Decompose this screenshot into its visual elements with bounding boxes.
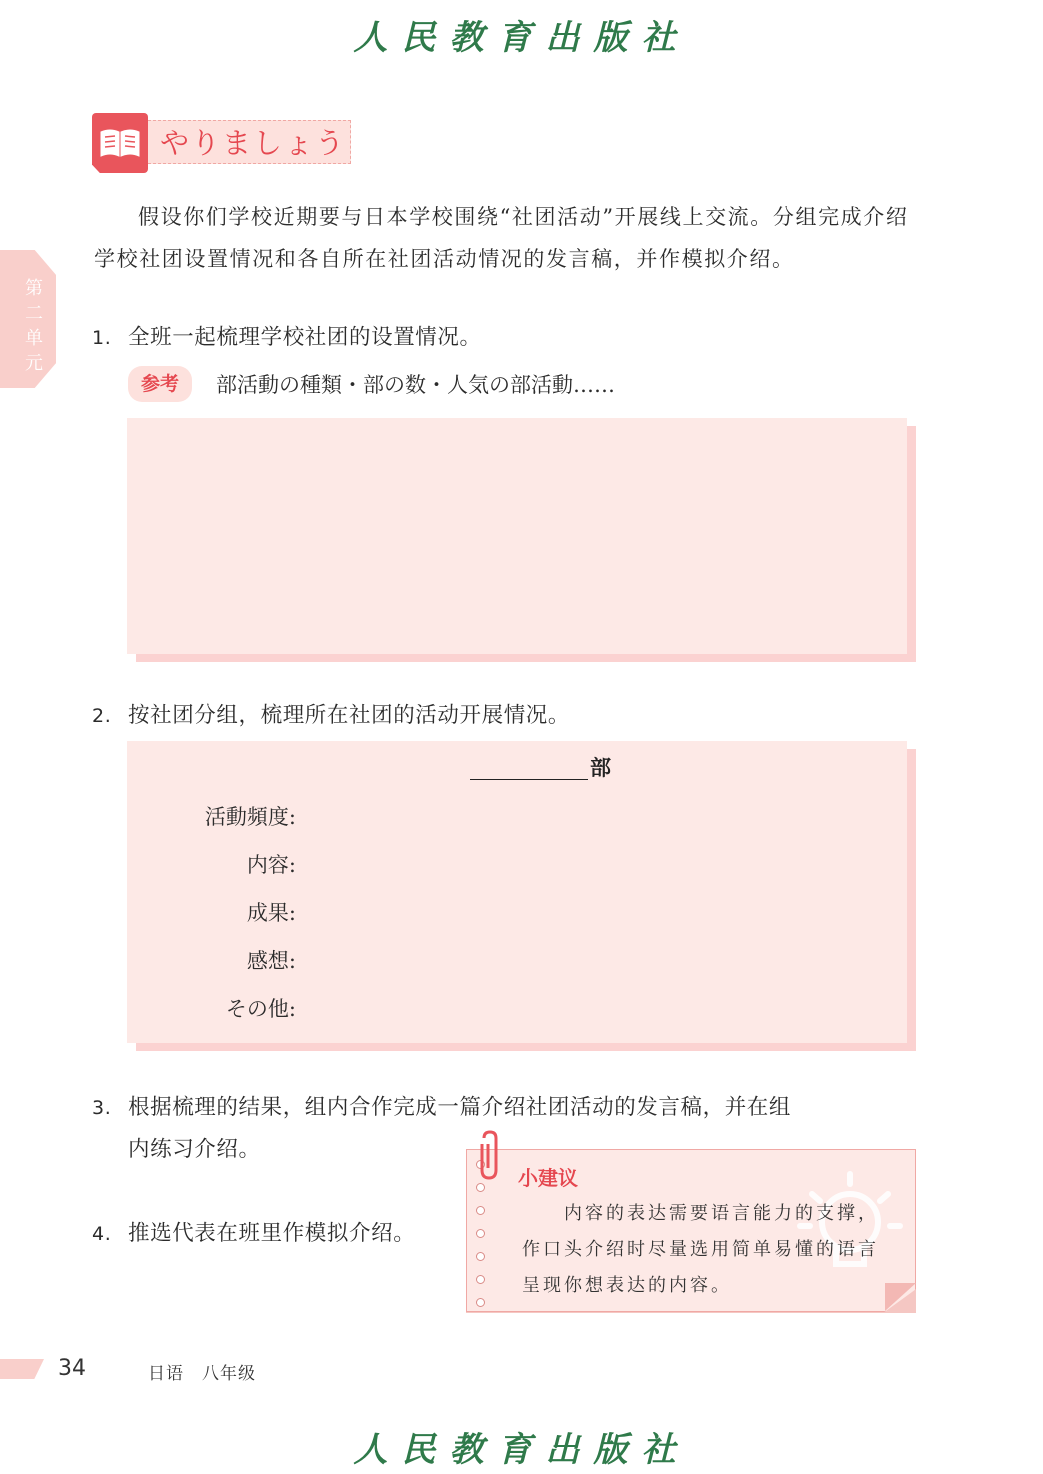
section-title: やりましょう (160, 126, 347, 160)
answer-box-1[interactable] (127, 418, 907, 654)
club-name-blank[interactable] (470, 779, 588, 780)
step-4 (92, 1216, 415, 1247)
reference-badge: 参考 (128, 366, 192, 402)
reference-text: 部活動の種類・部の数・人気の部活動…… (216, 373, 615, 397)
page-number: 34 (58, 1356, 86, 1381)
intro-text: 假设你们学校近期要与日本学校围绕“社团活动”开展线上交流。分组完成介绍学校社团设置情况和各自所在社团活动情况的发言稿，并作模拟介绍。 (94, 205, 909, 271)
step-3-text: 根据梳理的结果，组内合作完成一篇介绍社团活动的发言稿，并在组 (128, 1095, 792, 1120)
step-1 (92, 320, 482, 351)
footer-book-title: 日语 八年级 (148, 1364, 256, 1384)
club-title-suffix: 部 (590, 756, 611, 780)
step-2 (92, 698, 570, 729)
step-4-text: 推选代表在班里作模拟介绍。 (128, 1221, 416, 1246)
publisher-watermark-top: 人民教育出版社 (353, 18, 690, 58)
step-2-number: 2. (92, 705, 112, 727)
intro-paragraph (94, 196, 924, 280)
publisher-watermark-bottom: 人民教育出版社 (353, 1430, 690, 1470)
paper-clip-icon (474, 1130, 508, 1186)
footer-accent-bar (0, 1359, 44, 1379)
step-3-number: 3. (92, 1097, 112, 1119)
field-results: 成果: (246, 901, 296, 925)
tip-body: 内容的表达需要语言能力的支撑，作口头介绍时尽量选用简单易懂的语言呈现你想表达的内容。 (522, 1203, 879, 1296)
field-content: 内容: (246, 853, 296, 877)
field-frequency: 活動頻度: (204, 805, 296, 829)
step-3-continued: 内练习介绍。 (128, 1137, 261, 1162)
step-2-text: 按社团分组，梳理所在社团的活动开展情况。 (128, 703, 571, 728)
field-impressions: 感想: (246, 949, 296, 973)
step-3 (92, 1090, 791, 1121)
step-1-text: 全班一起梳理学校社团的设置情况。 (128, 325, 482, 350)
tip-title: 小建议 (518, 1166, 578, 1190)
open-book-icon (98, 126, 142, 160)
field-other: その他: (225, 997, 296, 1021)
step-1-number: 1. (92, 327, 112, 349)
step-4-number: 4. (92, 1223, 112, 1245)
unit-tab-label: 第二单元 (25, 278, 43, 374)
